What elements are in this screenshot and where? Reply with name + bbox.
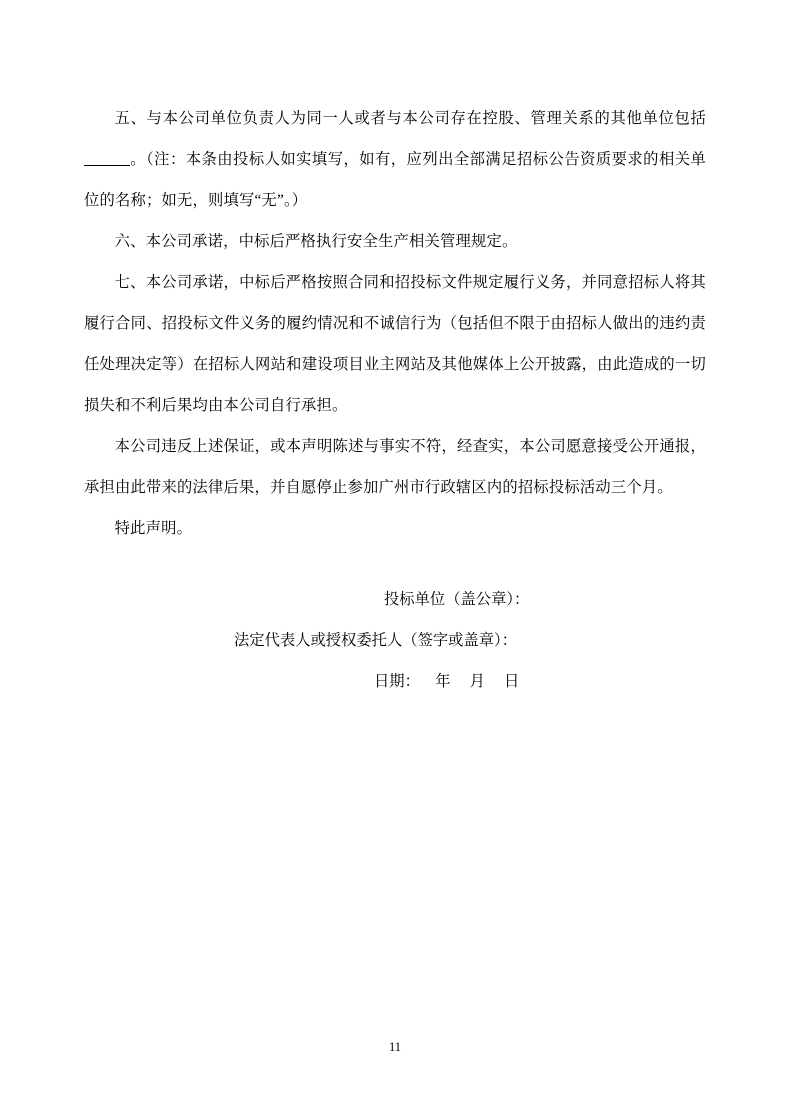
document-body xyxy=(84,98,706,702)
paragraph-text-after: 。（注：本条由投标人如实填写，如有，应列出全部满足招标公告资质要求的相关单位的名称；如无，则填写“无”。） xyxy=(84,151,706,209)
signature-date-line: 日期： 年 月 日 xyxy=(374,673,520,690)
fill-in-blank[interactable] xyxy=(84,165,130,166)
paragraph-clause-five xyxy=(84,98,706,221)
paragraph-clause-seven xyxy=(84,262,706,426)
paragraph-text: 本公司违反上述保证，或本声明陈述与事实不符，经查实，本公司愿意接受公开通报，承担由此带来的法律后果，并自愿停止参加广州市行政辖区内的招标投标活动三个月。 xyxy=(84,438,706,496)
signature-block xyxy=(84,579,706,702)
signature-bidder-line: 投标单位（盖公章）： xyxy=(384,591,530,608)
paragraph-text: 六、本公司承诺，中标后严格执行安全生产相关管理规定。 xyxy=(114,233,518,250)
signature-representative-line: 法定代表人或授权委托人（签字或盖章）： xyxy=(234,632,517,649)
paragraph-clause-declaration xyxy=(84,508,706,549)
paragraph-text: 特此声明。 xyxy=(114,520,193,537)
paragraph-clause-six xyxy=(84,221,706,262)
paragraph-text-before: 五、与本公司单位负责人为同一人或者与本公司存在控股、管理关系的其他单位包括 xyxy=(114,110,706,127)
paragraph-clause-violation xyxy=(84,426,706,508)
paragraph-text: 七、本公司承诺，中标后严格按照合同和招投标文件规定履行义务，并同意招标人将其履行合同、招投标文件义务的履约情况和不诚信行为（包括但不限于由招标人做出的违约责任处理决定等）在招标人网站和建设项目业主网站及其他媒体上公开披露，由此造成的一切损失和不利后果均由本公司自行承担。 xyxy=(84,274,706,414)
page-number: 11 xyxy=(388,1040,402,1054)
